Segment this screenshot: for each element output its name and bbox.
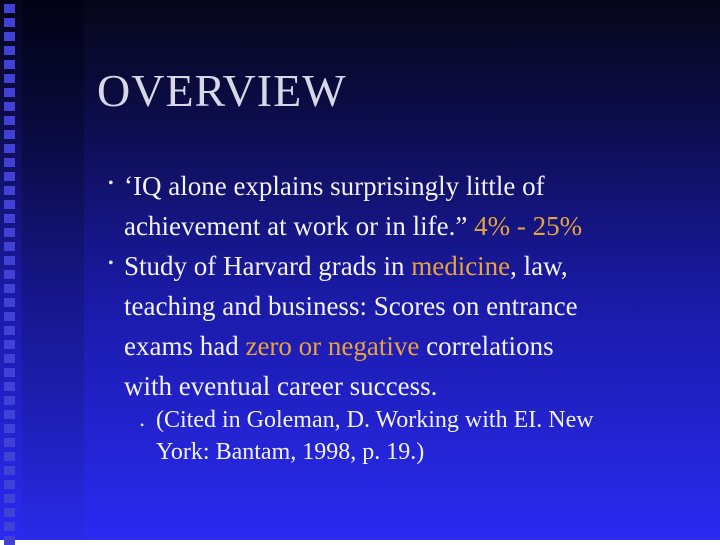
decorative-side-band: [22, 0, 84, 540]
bullet-2-line-1-text: Study of Harvard grads in: [124, 251, 412, 281]
bullet-1-line-1: ‘IQ alone explains surprisingly little of: [124, 171, 545, 201]
decorative-square: [4, 116, 15, 125]
bullet-dot: •: [108, 175, 114, 192]
bullet-2-line-4: with eventual career success.: [124, 371, 438, 401]
decorative-square: [4, 340, 15, 349]
bullet-2-line-3: [124, 326, 704, 366]
decorative-square: [4, 368, 15, 377]
citation-line-2: York: Bantam, 1998, p. 19.): [156, 439, 425, 465]
decorative-square: [4, 46, 15, 55]
decorative-square: [4, 284, 15, 293]
bullet-2-line-3-tail: correlations: [419, 331, 554, 361]
decorative-square: [4, 214, 15, 223]
decorative-square: [4, 130, 15, 139]
decorative-square: [4, 88, 15, 97]
decorative-square: [4, 396, 15, 405]
decorative-square: [4, 522, 15, 531]
decorative-square: [4, 466, 15, 475]
decorative-square: [4, 410, 15, 419]
decorative-square: [4, 74, 15, 83]
decorative-square: [4, 172, 15, 181]
decorative-square: [4, 424, 15, 433]
decorative-square: [4, 144, 15, 153]
decorative-square: [4, 200, 15, 209]
decorative-square: [4, 298, 15, 307]
decorative-square: [4, 494, 15, 503]
decorative-square: [4, 242, 15, 251]
decorative-square: [4, 438, 15, 447]
bullet-2-line-1-tail: , law,: [510, 251, 568, 281]
bullet-1-line-2-text: achievement at work or in life.”: [124, 211, 475, 241]
decorative-square: [4, 18, 15, 27]
decorative-square: [4, 270, 15, 279]
decorative-square: [4, 102, 15, 111]
decorative-square: [4, 60, 15, 69]
bullet-1-text: [124, 166, 704, 246]
decorative-square: [4, 312, 15, 321]
bullet-2-line-2: teaching and business: Scores on entrance: [124, 291, 578, 321]
decorative-square-strip: [0, 0, 22, 540]
bullet-dot: •: [108, 255, 114, 272]
decorative-square: [4, 228, 15, 237]
decorative-square: [4, 508, 15, 517]
highlight-percent: 4% - 25%: [474, 211, 583, 241]
decorative-square: [4, 186, 15, 195]
decorative-square: [4, 382, 15, 391]
decorative-square: [4, 4, 15, 13]
decorative-square: [4, 256, 15, 265]
decorative-square: [4, 326, 15, 335]
sub-bullet-dot: •: [140, 418, 145, 432]
decorative-square: [4, 158, 15, 167]
decorative-square: [4, 452, 15, 461]
bullet-2-line-1: [124, 246, 704, 286]
decorative-square: [4, 536, 15, 545]
bullet-1-line-2: [124, 206, 704, 246]
highlight-medicine: medicine: [411, 251, 511, 281]
slide-title: OVERVIEW: [97, 65, 347, 116]
citation-line-1: (Cited in Goleman, D. Working with EI. New: [156, 407, 594, 433]
decorative-square: [4, 32, 15, 41]
highlight-zero-negative: zero or negative: [245, 331, 420, 361]
decorative-square: [4, 354, 15, 363]
bullet-2-line-3-text: exams had: [124, 331, 246, 361]
citation-text: [156, 404, 696, 468]
bullet-2-text: [124, 246, 704, 406]
decorative-square: [4, 480, 15, 489]
